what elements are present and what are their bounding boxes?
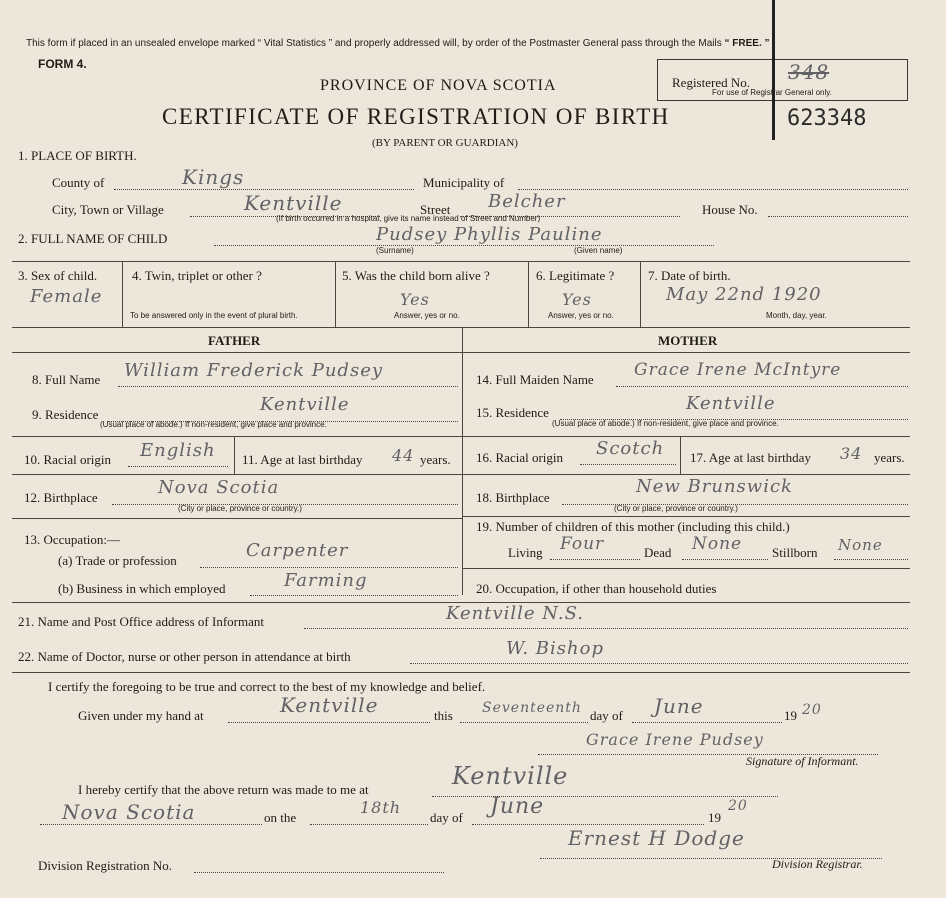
- mother-name-label: 14. Full Maiden Name: [476, 372, 594, 387]
- city-value: Kentville: [244, 191, 343, 215]
- father-name-label: 8. Full Name: [32, 372, 101, 387]
- twin-note: To be answered only in the event of plural birth.: [130, 311, 298, 320]
- business-value: Farming: [284, 570, 368, 591]
- doctor-value: W. Bishop: [506, 638, 604, 659]
- month-value: June: [654, 694, 704, 718]
- dead-label: Dead: [644, 545, 672, 560]
- father-name-value: William Frederick Pudsey: [124, 360, 384, 381]
- registrar-day-of-label: day of: [430, 810, 463, 825]
- registrar-day-value: 18th: [360, 798, 402, 817]
- dob-note: Month, day, year.: [766, 311, 827, 320]
- father-birthplace-label: 12. Birthplace: [24, 490, 98, 505]
- sex-label: 3. Sex of child.: [18, 268, 98, 283]
- day-of-label: day of: [590, 708, 623, 723]
- registered-label: Registered No.: [672, 75, 750, 90]
- father-birthplace-value: Nova Scotia: [158, 477, 280, 498]
- child-heading: 2. FULL NAME OF CHILD: [18, 231, 168, 246]
- father-heading: FATHER: [208, 333, 261, 348]
- child-name-value: Pudsey Phyllis Pauline: [376, 224, 603, 245]
- certificate-subtitle: (BY PARENT OR GUARDIAN): [372, 137, 518, 149]
- trade-label: (a) Trade or profession: [58, 553, 177, 568]
- mother-residence-note: (Usual place of abode.) If non-resident, give place and province.: [552, 419, 779, 428]
- father-years-label: years.: [420, 452, 451, 467]
- mother-birthplace-value: New Brunswick: [636, 476, 793, 497]
- children-label: 19. Number of children of this mother (including this child.): [476, 519, 790, 534]
- father-residence-label: 9. Residence: [32, 407, 99, 422]
- place-heading: 1. PLACE OF BIRTH.: [18, 148, 137, 163]
- day-value: Seventeenth: [482, 700, 582, 716]
- business-label: (b) Business in which employed: [58, 581, 226, 596]
- hospital-note: (If birth occurred in a hospital, give its name instead of Street and Number): [276, 214, 541, 223]
- registered-note: For use of Registrar General only.: [712, 88, 832, 97]
- mother-residence-label: 15. Residence: [476, 405, 549, 420]
- father-age-label: 11. Age at last birthday: [242, 452, 363, 467]
- mother-age-value: 34: [840, 444, 863, 463]
- trade-value: Carpenter: [246, 540, 349, 561]
- registrar-signature: Ernest H Dodge: [568, 826, 745, 850]
- signature-informant-label: Signature of Informant.: [746, 754, 859, 768]
- postal-free-mark: “ FREE. ”: [724, 38, 770, 49]
- informant-signature: Grace Irene Pudsey: [586, 730, 764, 749]
- father-race-label: 10. Racial origin: [24, 452, 112, 467]
- informant-label: 21. Name and Post Office address of Informant: [18, 614, 264, 629]
- hereby-statement: I hereby certify that the above return was made to me at: [78, 782, 369, 797]
- twin-label: 4. Twin, triplet or other ?: [132, 268, 262, 283]
- alive-label: 5. Was the child born alive ?: [342, 268, 490, 283]
- province-heading: PROVINCE OF NOVA SCOTIA: [320, 77, 557, 94]
- staple-mark: [772, 0, 775, 140]
- postal-notice-text: This form if placed in an unsealed envelope marked “ Vital Statistics ” and properly addressed will, by order of the Postmaster General pass through the Mails: [26, 38, 722, 49]
- dead-value: None: [692, 534, 743, 554]
- postal-notice: [26, 38, 770, 49]
- year-prefix: 19: [784, 708, 797, 723]
- column-divider: [462, 327, 463, 595]
- form-number: FORM 4.: [38, 57, 87, 71]
- division-registrar-label: Division Registrar.: [772, 857, 863, 871]
- this-label: this: [434, 708, 453, 723]
- street-label: Street: [420, 202, 451, 217]
- dob-value: May 22nd 1920: [666, 284, 822, 305]
- municipality-label: Municipality of: [423, 175, 505, 190]
- city-label: City, Town or Village: [52, 202, 164, 217]
- given-name-label: (Given name): [574, 246, 623, 255]
- mother-name-value: Grace Irene McIntyre: [634, 360, 842, 380]
- certify-statement: I certify the foregoing to be true and correct to the best of my knowledge and belief.: [48, 679, 486, 694]
- stillborn-label: Stillborn: [772, 545, 818, 560]
- registrar-province-value: Nova Scotia: [62, 800, 196, 824]
- mother-heading: MOTHER: [658, 333, 718, 348]
- surname-label: (Surname): [376, 246, 414, 255]
- mother-race-value: Scotch: [596, 438, 665, 459]
- father-race-value: English: [140, 440, 216, 461]
- stillborn-value: None: [838, 536, 883, 554]
- sex-value: Female: [30, 286, 103, 307]
- house-label: House No.: [702, 202, 758, 217]
- given-label: Given under my hand at: [78, 708, 204, 723]
- informant-value: Kentville N.S.: [446, 603, 584, 624]
- division-registration-label: Division Registration No.: [38, 858, 172, 873]
- father-residence-note: (Usual place of abode.) If non-resident, give place and province.: [100, 420, 327, 429]
- mother-age-label: 17. Age at last birthday: [690, 450, 811, 465]
- county-value: Kings: [182, 165, 245, 189]
- legitimate-value: Yes: [562, 290, 592, 309]
- father-birthplace-note: (City or place, province or country.): [178, 504, 302, 513]
- registrar-month-value: June: [490, 794, 545, 819]
- year-value: 20: [802, 702, 822, 718]
- legitimate-note: Answer, yes or no.: [548, 311, 614, 320]
- certificate-number: 623348: [787, 106, 867, 131]
- alive-note: Answer, yes or no.: [394, 311, 460, 320]
- on-the-label: on the: [264, 810, 297, 825]
- legitimate-label: 6. Legitimate ?: [536, 268, 615, 283]
- mother-years-label: years.: [874, 450, 905, 465]
- mother-birthplace-label: 18. Birthplace: [476, 490, 550, 505]
- registrar-year-prefix: 19: [708, 810, 721, 825]
- mother-race-label: 16. Racial origin: [476, 450, 564, 465]
- registrar-place-value: Kentville: [452, 762, 569, 790]
- registrar-year-value: 20: [728, 798, 748, 814]
- street-value: Belcher: [488, 191, 566, 212]
- county-label: County of: [52, 175, 105, 190]
- living-value: Four: [560, 534, 605, 554]
- mother-occupation-label: 20. Occupation, if other than household duties: [476, 581, 717, 596]
- doctor-label: 22. Name of Doctor, nurse or other person in attendance at birth: [18, 649, 351, 664]
- mother-residence-value: Kentville: [686, 393, 776, 414]
- living-label: Living: [508, 545, 543, 560]
- occupation-label: 13. Occupation:—: [24, 532, 121, 547]
- mother-birthplace-note: (City or place, province or country.): [614, 504, 738, 513]
- alive-value: Yes: [400, 290, 430, 309]
- certificate-title: CERTIFICATE OF REGISTRATION OF BIRTH: [162, 104, 670, 129]
- registered-value: 348: [788, 60, 830, 84]
- father-age-value: 44: [392, 446, 415, 465]
- father-residence-value: Kentville: [260, 394, 350, 415]
- given-place-value: Kentville: [280, 693, 379, 717]
- dob-label: 7. Date of birth.: [648, 268, 731, 283]
- registered-box: [657, 59, 908, 101]
